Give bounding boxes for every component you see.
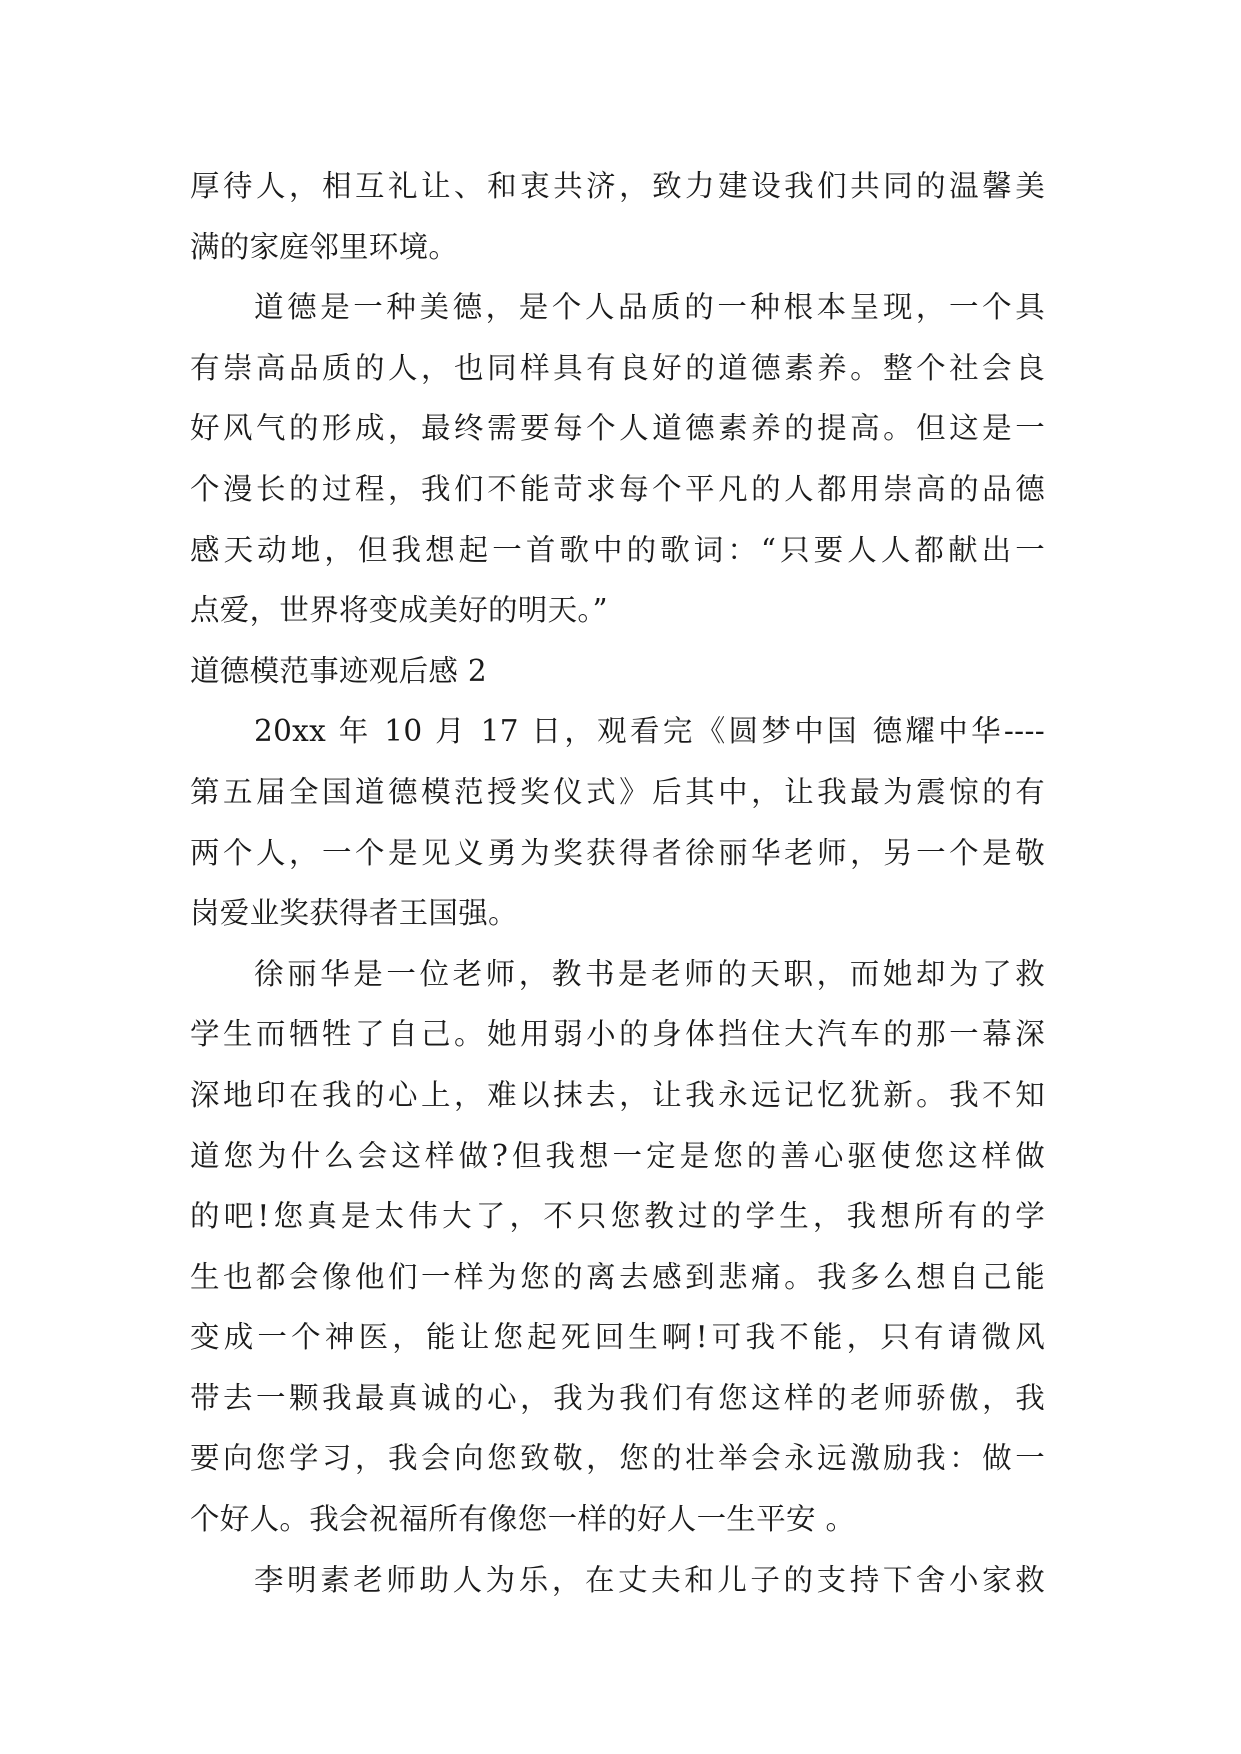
paragraph-line: 的吧!您真是太伟大了，不只您教过的学生，我想所有的学 <box>190 1199 1045 1234</box>
section-heading: 道德模范事迹观后感 2 <box>190 653 487 688</box>
paragraph-line: 变成一个神医，能让您起死回生啊!可我不能，只有请微风 <box>190 1320 1045 1355</box>
paragraph-line: 感天动地，但我想起一首歌中的歌词：“只要人人都献出一 <box>190 532 1045 567</box>
paragraph-line: 两个人，一个是见义勇为奖获得者徐丽华老师，另一个是敬 <box>190 835 1045 870</box>
paragraph-line: 学生而牺牲了自己。她用弱小的身体挡住大汽车的那一幕深 <box>190 1017 1045 1052</box>
paragraph-line: 道您为什么会这样做?但我想一定是您的善心驱使您这样做 <box>190 1138 1045 1173</box>
paragraph-line: 20xx 年 10 月 17 日，观看完《圆梦中国 德耀中华---- <box>254 714 1045 749</box>
paragraph-line: 第五届全国道德模范授奖仪式》后其中，让我最为震惊的有 <box>190 774 1045 809</box>
paragraph-line: 岗爱业奖获得者王国强。 <box>190 896 518 931</box>
document-body <box>190 156 1045 1610</box>
paragraph-line: 有崇高品质的人，也同样具有良好的道德素养。整个社会良 <box>190 350 1045 385</box>
paragraph-line: 徐丽华是一位老师，教书是老师的天职，而她却为了救 <box>254 956 1045 991</box>
paragraph-line: 生也都会像他们一样为您的离去感到悲痛。我多么想自己能 <box>190 1259 1045 1294</box>
paragraph-line: 厚待人，相互礼让、和衷共济，致力建设我们共同的温馨美 <box>190 169 1045 203</box>
paragraph-line: 要向您学习，我会向您致敬，您的壮举会永远激励我：做一 <box>190 1441 1045 1476</box>
paragraph-line: 满的家庭邻里环境。 <box>190 229 459 264</box>
paragraph-line: 点爱，世界将变成美好的明天。” <box>190 593 608 628</box>
paragraph-line: 深地印在我的心上，难以抹去，让我永远记忆犹新。我不知 <box>190 1077 1045 1112</box>
paragraph-line: 个漫长的过程，我们不能苛求每个平凡的人都用崇高的品德 <box>190 471 1045 506</box>
paragraph-line: 带去一颗我最真诚的心，我为我们有您这样的老师骄傲，我 <box>190 1380 1045 1415</box>
paragraph-line: 李明素老师助人为乐，在丈夫和儿子的支持下舍小家救 <box>254 1562 1045 1597</box>
paragraph-line: 道德是一种美德，是个人品质的一种根本呈现，一个具 <box>254 290 1045 325</box>
paragraph-line: 好风气的形成，最终需要每个人道德素养的提高。但这是一 <box>190 411 1045 446</box>
paragraph-line: 个好人。我会祝福所有像您一样的好人一生平安 。 <box>190 1502 856 1537</box>
